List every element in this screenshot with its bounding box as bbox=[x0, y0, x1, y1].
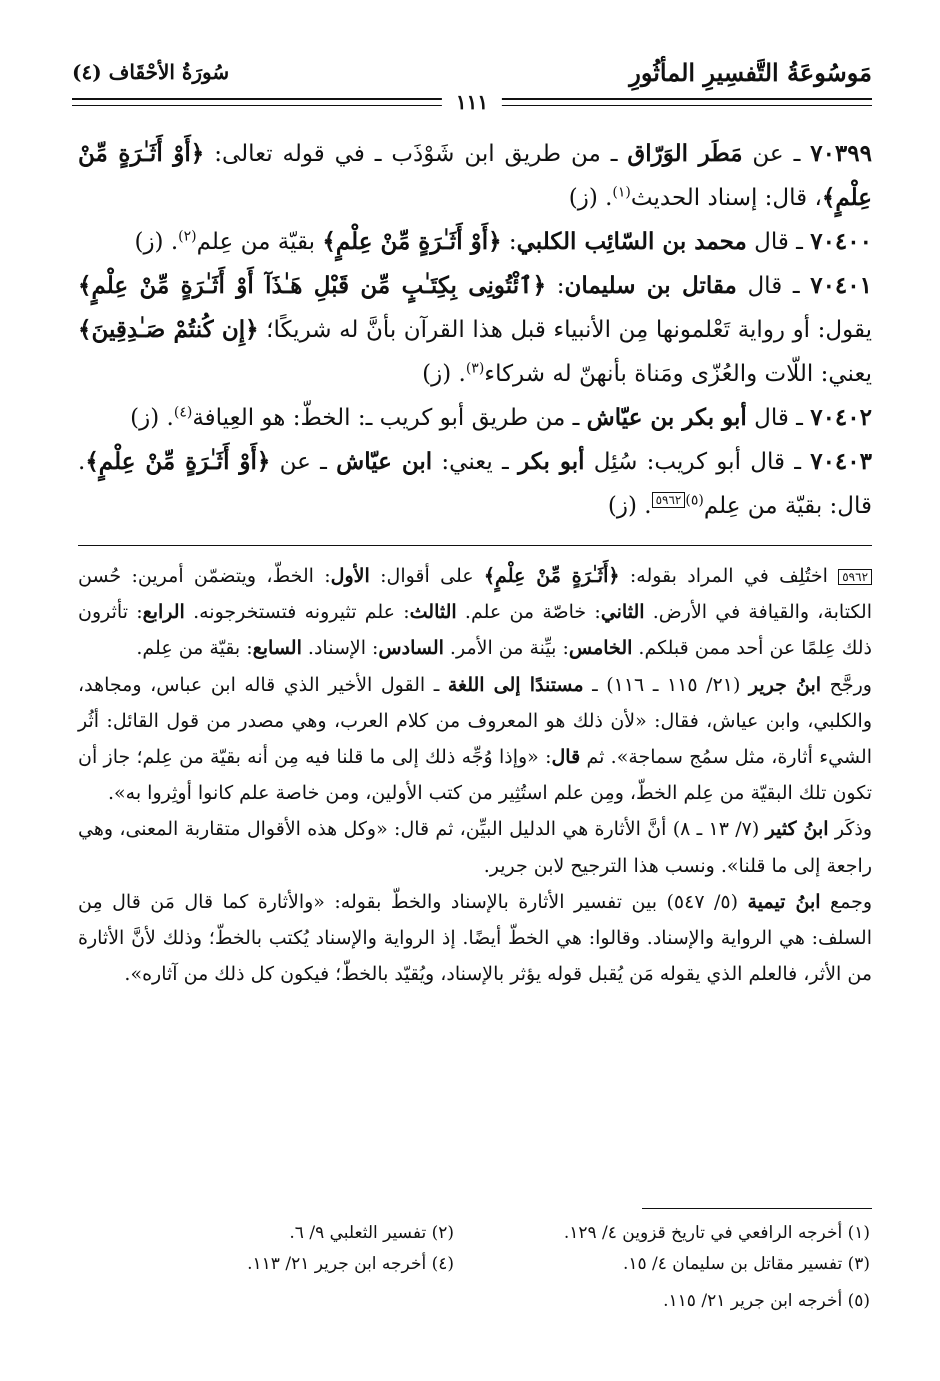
text-run: ـ يعني: bbox=[432, 449, 519, 475]
commentary-paragraph bbox=[78, 811, 872, 883]
commentary-number-box: ٥٩٦٢ bbox=[838, 569, 872, 585]
text-run: . قال: بقيّة من عِلم bbox=[78, 449, 872, 519]
text-run: ـ عن bbox=[270, 449, 337, 475]
surah-label: سُورَةُ الأحْقَاف (٤) bbox=[72, 60, 230, 84]
text-run: ـ القول الأخير الذي قاله ابن عباس، ومجاهد، والكلبي، وابن عياش، فقال: «لأن ذلك هو المعروف من كلام العرب، وهي مصدر من قول القائل: أثُر الشيء أثارة، مثل سمُج سماجة». ثم bbox=[78, 673, 872, 769]
text-run: وجمع bbox=[820, 890, 872, 913]
text-run: . (ز) bbox=[134, 229, 179, 255]
page-header bbox=[72, 48, 872, 118]
commentary bbox=[78, 558, 872, 992]
emphasis: قال bbox=[551, 746, 581, 769]
text-run: : bbox=[546, 273, 565, 299]
quran-verse: ﴿أَوْ أَثَـٰرَةٍ مِّنْ عِلْمٍ﴾ bbox=[85, 448, 271, 475]
footnote-ref: (٣) bbox=[465, 360, 485, 377]
emphasis: مستندًا إلى اللغة bbox=[447, 673, 584, 696]
quran-verse: ﴿أَوْ أَثَـٰرَةٍ مِّنْ عِلْمٍ﴾ bbox=[322, 228, 502, 255]
text-run: : الخطّ، ويتضمّن أمرين: حُسن الكتابة، والقيافة في الأرض. bbox=[78, 565, 872, 624]
narration-70402 bbox=[78, 396, 872, 440]
text-run: . (ز) bbox=[607, 493, 652, 519]
commentary-paragraph bbox=[78, 667, 872, 812]
text-run: . (ز) bbox=[130, 405, 174, 431]
commentary-ref-box: ٥٩٦٢ bbox=[652, 492, 686, 508]
opinion-label: الثاني bbox=[600, 601, 645, 624]
text-run: : bbox=[501, 229, 517, 255]
footnote-3: (٣) تفسير مقاتل بن سليمان ٤/ ١٥. bbox=[622, 1254, 870, 1274]
text-run: : «وإذا وُجِّه ذلك إلى ما قلنا فيه مِن أنه بقيّة من عِلم؛ جاز أن تكون تلك البقيّة من عِلم الخطّ، ومِن علم استُثِير من كتب الأولين، ومن خاصة علم كانوا أوثِروا به». bbox=[78, 746, 872, 805]
narrator-name: ابن عيّاش bbox=[336, 448, 433, 475]
quran-verse: ﴿أَوْ أَثَـٰرَةٍ مِّنْ عِلْمٍ﴾ bbox=[78, 140, 872, 211]
text-run: : علم تثيرونه فتستخرجونه. bbox=[184, 601, 410, 624]
commentary-rule bbox=[78, 545, 872, 546]
text-run: بقيّة من عِلم bbox=[196, 229, 323, 255]
book-title: مَوسُوعَةُ التَّفسِيرِ المأثُورِ bbox=[629, 58, 872, 87]
narration-number: ٧٠٤٠٣ bbox=[810, 448, 872, 475]
text-run: (٢١/ ١١٥ ـ ١١٦) ـ bbox=[583, 673, 749, 696]
text-run: (٥/ ٥٤٧) بين تفسير الأثارة بالإسناد والخطّ بقوله: «والأثارة كما قال مَن قال مِن السلف: هي الرواية والإسناد. وقالوا: هي الخطّ أيضًا. إذ الرواية والإسناد يُكتب بالخطّ؛ وذلك لأنَّ الأثارة من الأثر، فالعلم الذي يقوله مَن يُقبل قوله يؤثر بالإسناد، ويُقيّد بالخطّ؛ فيكون كل ذلك من آثاره». bbox=[78, 890, 872, 986]
narrator-name: محمد بن السّائِب الكلبي bbox=[516, 228, 747, 255]
scholar-name: ابنُ تيمية bbox=[747, 890, 821, 913]
footnote-ref: (١) bbox=[612, 184, 631, 201]
opinion-label: الخامس bbox=[568, 637, 633, 660]
text-run: ـ قال bbox=[736, 273, 811, 299]
text-run: يقول: أو رواية تَعْلمونها مِن الأنبياء قبل هذا القرآن بأنَّ له شريكًا؛ bbox=[258, 317, 872, 343]
narration-70401 bbox=[78, 264, 872, 396]
footnote-4: (٤) أخرجه ابن جرير ٢١/ ١١٣. bbox=[247, 1254, 454, 1274]
text-run: يعني: اللّات والعُزّى ومَناة بأنهنّ له شركاء bbox=[484, 361, 872, 387]
text-run: : بقيّة من عِلم. bbox=[136, 637, 253, 660]
scholar-name: ابنُ كثير bbox=[765, 818, 829, 841]
footnote-ref: (٥) bbox=[685, 492, 704, 509]
narrator-name: مقاتل بن سليمان bbox=[564, 272, 737, 299]
quran-verse: ﴿ٱئْتُونِى بِكِتَـٰبٍ مِّن قَبْلِ هَـٰذَآ أَوْ أَثَـٰرَةٍ مِّنْ عِلْمٍ﴾ bbox=[78, 272, 547, 299]
footnote-5: (٥) أخرجه ابن جرير ٢١/ ١١٥. bbox=[663, 1291, 870, 1311]
footnote-1: (١) أخرجه الرافعي في تاريخ قزوين ٤/ ١٢٩. bbox=[563, 1223, 870, 1243]
narrator-name: مَطَر الوَرّاق bbox=[627, 140, 743, 167]
narrator-name: أبو بكر بن عيّاش bbox=[586, 404, 747, 431]
text-run: ـ عن bbox=[742, 141, 811, 167]
narration-number: ٧٠٣٩٩ bbox=[810, 140, 872, 167]
text-run: ، قال: إسناد الحديث bbox=[630, 185, 822, 211]
text-run: ورجَّح bbox=[821, 673, 872, 696]
commentary-paragraph bbox=[78, 558, 872, 667]
opinion-label: الثالث bbox=[409, 601, 457, 624]
opinion-label: الرابع bbox=[142, 601, 185, 624]
text-run: : خاصّة من علم. bbox=[456, 601, 601, 624]
text-run: ـ قال bbox=[746, 405, 811, 431]
scholar-name: ابنُ جرير bbox=[748, 673, 822, 696]
text-run: . (ز) bbox=[422, 361, 466, 387]
opinion-label: السابع bbox=[252, 637, 302, 660]
commentary-paragraph bbox=[78, 884, 872, 993]
narration-70403 bbox=[78, 440, 872, 528]
quran-verse: ﴿إِن كُنتُمْ صَـٰدِقِينَ﴾ bbox=[78, 316, 259, 343]
text-run: . (ز) bbox=[568, 185, 613, 211]
text-run: : تأثرون ذلك عِلمًا عن أحد ممن قبلكم. bbox=[78, 601, 872, 660]
text-run: وذكَر bbox=[828, 818, 873, 841]
quran-verse: ﴿أَثَـٰرَةٍ مِّنْ عِلْمٍ﴾ bbox=[483, 565, 620, 587]
page-number: ١١١ bbox=[442, 90, 502, 114]
narration-number: ٧٠٤٠١ bbox=[810, 272, 872, 299]
footnote-2: (٢) تفسير الثعلبي ٩/ ٦. bbox=[289, 1223, 454, 1243]
text-run: ـ من طريق ابن شَوْذَب ـ في قوله تعالى: bbox=[204, 141, 628, 167]
text-run: ـ من طريق أبو كريب ـ: الخطّ: هو العِيافة bbox=[192, 405, 587, 431]
footnote-ref: (٤) bbox=[173, 404, 193, 421]
narrator-name: أبو بكر bbox=[518, 448, 585, 475]
text-run: (٧/ ١٣ ـ ٨) أنَّ الأثارة هي الدليل البيِّن، ثم قال: «وكل هذه الأقوال متقاربة المعنى، وهي راجعة إلى ما قلنا». ونسب هذا الترجيح لابن جرير. bbox=[78, 818, 872, 877]
main-text bbox=[78, 132, 872, 528]
text-run: ـ قال bbox=[746, 229, 811, 255]
narration-number: ٧٠٤٠٠ bbox=[810, 228, 872, 255]
text-run: على أقوال: bbox=[369, 565, 484, 587]
text-run: : بيِّنة من الأمر. bbox=[443, 637, 569, 660]
narration-number: ٧٠٤٠٢ bbox=[810, 404, 872, 431]
text-run: ـ قال أبو كريب: سُئِل bbox=[584, 449, 811, 475]
opinion-label: الأول bbox=[330, 565, 370, 587]
text-run: اختُلِف في المراد بقوله: bbox=[619, 565, 839, 587]
footnote-ref: (٢) bbox=[178, 228, 197, 245]
narration-70400 bbox=[78, 220, 872, 264]
narration-70399 bbox=[78, 132, 872, 220]
opinion-label: السادس bbox=[378, 637, 444, 660]
footnote-rule bbox=[642, 1208, 872, 1209]
text-run: : الإسناد. bbox=[301, 637, 379, 660]
